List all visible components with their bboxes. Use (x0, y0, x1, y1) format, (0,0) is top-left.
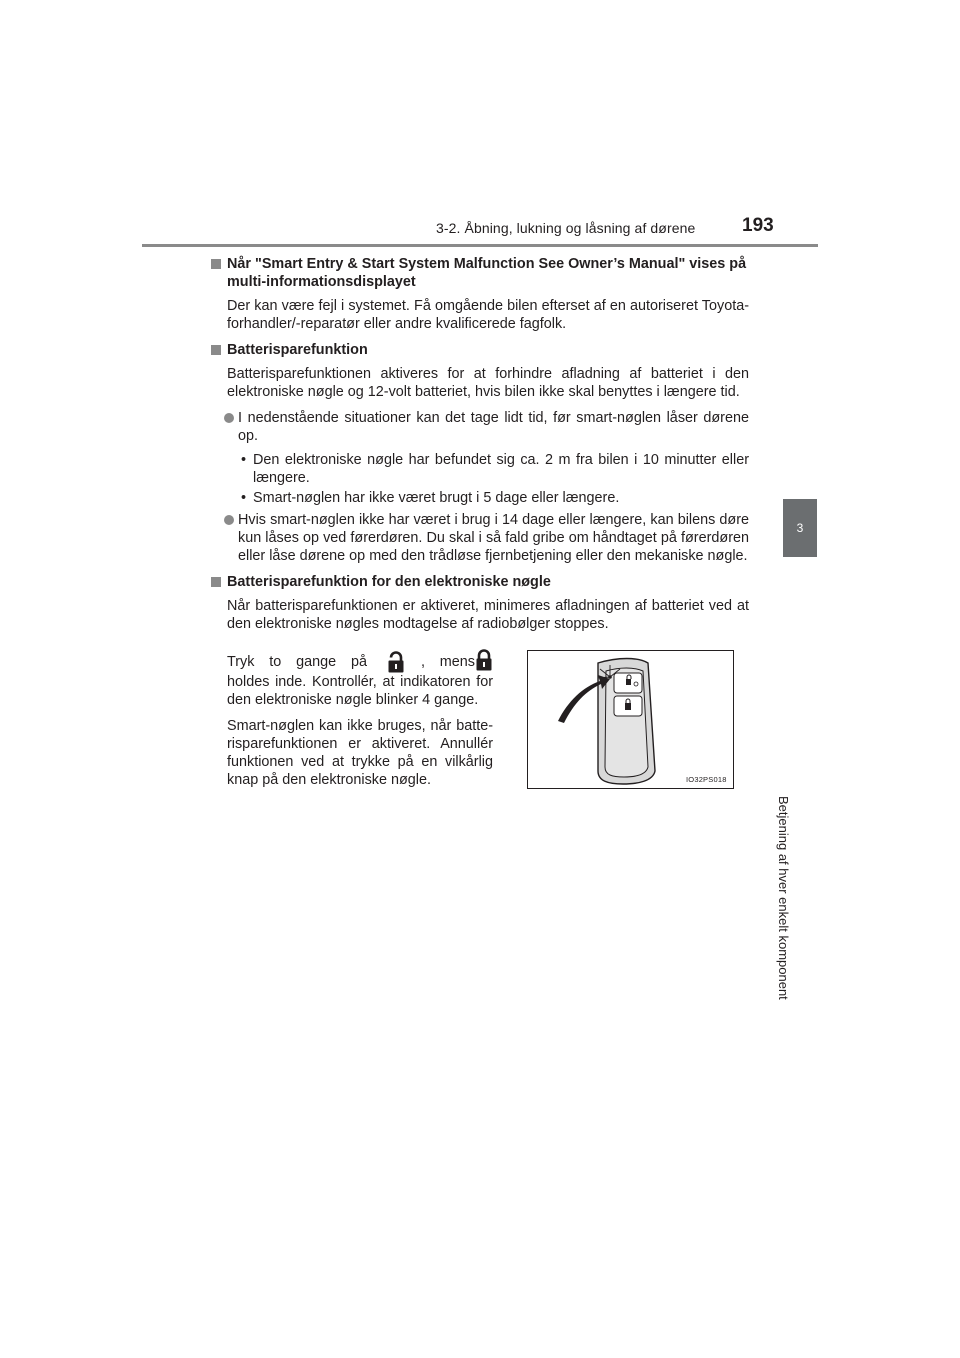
section-heading-malfunction: Når "Smart Entry & Start System Malfunction See Owner’s Manual" vises på multi-informationsdisplayet (211, 255, 749, 291)
chapter-tab[interactable]: 3 (783, 499, 817, 557)
sub-list-item: • Smart-nøglen har ikke været brugt i 5 dage eller længere. (241, 490, 620, 506)
section-heading-battery-save: Batterisparefunktion (211, 341, 749, 359)
header-section-title: 3-2. Åbning, lukning og låsning af dørene (436, 220, 696, 236)
square-bullet-icon (211, 577, 221, 587)
instruction-note: Smart-nøglen kan ikke bruges, når batte-risparefunktionen er aktiveret. Annullér funktionen ved at trykke på en vilkårlig knap på den elektroniske nøgle. (227, 718, 493, 788)
smart-key-illustration (528, 651, 733, 788)
section-body-malfunction: Der kan være fejl i systemet. Få omgående bilen efterset af en autoriseret Toyota-forhandler/-reparatør eller andre kvalificerede fagfolk. (227, 298, 749, 332)
page-number: 193 (742, 215, 774, 236)
chapter-tab-label: Betjening af hver enkelt komponent (776, 796, 791, 1000)
section-body-battery-save: Batterisparefunktionen aktiveres for at forhindre afladning af batteriet i den elektroniske nøgle og 12-volt batteriet, hvis bilen ikke skal benyttes i længere tid. (227, 366, 749, 400)
header-divider (142, 244, 818, 247)
list-item: Hvis smart-nøglen ikke har været i brug i 14 dage eller længere, kan bilens døre kun låses op ved førerdøren. Du skal i så fald gribe om håndtaget på førerdøren eller låse dørene op med den trådløse fjernbetjening eller den mekaniske nøgle. (211, 511, 749, 565)
sub-list-item: • Den elektroniske nøgle har befundet sig ca. 2 m fra bilen i 10 minutter eller længere. (241, 452, 749, 486)
smart-key-figure (527, 650, 734, 789)
square-bullet-icon (211, 345, 221, 355)
lock-icon (475, 649, 493, 671)
main-content (211, 255, 749, 641)
section-heading-key-battery-save: Batterisparefunktion for den elektroniske nøgle (211, 573, 749, 591)
section-body-key-battery-save: Når batterisparefunktionen er aktiveret, minimeres afladningen af batteriet ved at den elektroniske nøgles modtagelse af radiobølger stoppes. (227, 598, 749, 632)
square-bullet-icon (211, 259, 221, 269)
instruction-text: Tryk to gange på , mens holdes inde. Kontrollér, at indikatoren for den elektroniske nøgle blinker 4 gange. Smart-nøglen kan ikke bruges, når batte-risparefunktionen er aktiveret. Annullér funktionen ved at trykke på en vilkårlig knap på den elektroniske nøgle. (227, 651, 493, 797)
list-item: I nedenstående situationer kan det tage lidt tid, før smart-nøglen låser dørene op. (211, 409, 749, 445)
round-bullet-icon (224, 413, 234, 423)
round-bullet-icon (224, 515, 234, 525)
figure-id: IO32PS018 (686, 775, 727, 784)
unlock-icon (387, 651, 405, 673)
